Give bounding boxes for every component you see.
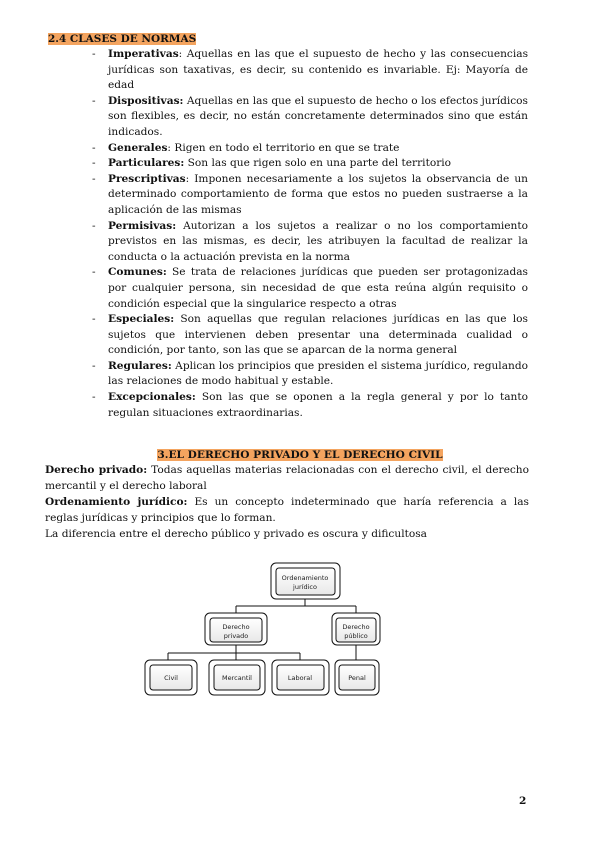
- norm-desc: : Aquellas en las que el supuesto de hecho y las consecuencias jurídicas son taxativas, es decir, su contenido es invariable. Ej: Mayoría de edad: [108, 48, 528, 92]
- node-label: Laboral: [287, 674, 313, 682]
- node-label: Mercantil: [222, 674, 252, 682]
- norm-term: Especiales:: [108, 313, 175, 326]
- norm-term: Particulares:: [108, 157, 185, 170]
- list-item: - Excepcionales: Son las que se oponen a la regla general y por lo tanto regulan situaciones extraordinarias.: [92, 391, 528, 419]
- list-item: - Regulares: Aplican los principios que presiden el sistema jurídico, regulando las relaciones de modo habitual y estable.: [92, 359, 528, 388]
- node-ordenamiento-juridico: [271, 563, 340, 599]
- paragraph-text: Todas aquellas materias relacionadas con el derecho civil, el derecho mercantil y el derecho laboral: [45, 464, 529, 492]
- list-item: - Particulares: Son las que rigen solo en una parte del territorio: [92, 157, 452, 170]
- list-item: - Comunes: Se trata de relaciones jurídicas que pueden ser protagonizadas por cualquier persona, sin necesidad de que esta reúna algún requisito o condición especial que la singularice respecto a otras: [92, 266, 528, 310]
- norm-term: Dispositivas:: [108, 94, 184, 107]
- node-label: Penal: [348, 674, 366, 682]
- norm-desc: : Rigen en todo el territorio en que se trate: [167, 141, 400, 154]
- norm-desc: Autorizan a los sujetos a realizar o no los comportamiento previstos en las mismas, es decir, les atribuyen la facultad de realizar la conducta o la actuación prevista en la norma: [108, 219, 528, 263]
- paragraph-text: Es un concepto indeterminado que haría referencia a las reglas jurídicas y principios que lo forman.: [45, 496, 529, 524]
- node-label: Civil: [164, 674, 178, 682]
- norm-term: Permisivas:: [108, 219, 177, 232]
- norm-desc: : Imponen necesariamente a los sujetos la observancia de un determinado comportamiento de forma que estos no pueden sustraerse a la aplicación de las mismas: [108, 172, 528, 216]
- node-derecho-publico: [332, 613, 380, 645]
- norm-term: Generales: [108, 141, 168, 154]
- list-item: - Permisivas: Autorizan a los sujetos a realizar o no los comportamiento previstos en las mismas, es decir, les atribuyen la facultad de realizar la conducta o la actuación prevista en la norma: [92, 219, 528, 263]
- norm-desc: Son las que rigen solo en una parte del territorio: [184, 157, 452, 170]
- norm-term: Excepcionales:: [108, 391, 196, 404]
- norm-desc: Son las que se oponen a la regla general y por lo tanto regulan situaciones extraordinarias.: [108, 391, 528, 419]
- list-item: - Dispositivas: Aquellas en las que el supuesto de hecho o los efectos jurídicos son flexibles, es decir, no están concretamente determinados sino que están indicados.: [92, 94, 528, 138]
- norm-term: Comunes:: [108, 266, 167, 279]
- node-civil: [145, 660, 197, 695]
- page-number: 2: [519, 795, 527, 807]
- norm-desc: Son aquellas que regulan relaciones jurídicas en las que los sujetos que intervienen deben presentar una determinada cualidad o condición, por tanto, son las que se aparcan de la norma general: [108, 313, 528, 357]
- norm-desc: Aplican los principios que presiden el sistema jurídico, regulando las relaciones de modo habitual y estable.: [108, 359, 528, 388]
- node-label: Ordenamiento: [281, 574, 329, 582]
- node-label: Derecho: [342, 623, 370, 631]
- paragraph-term: Derecho privado:: [45, 464, 148, 476]
- node-derecho-privado: [205, 613, 267, 645]
- paragraph-text: La diferencia entre el derecho público y privado es oscura y dificultosa: [45, 528, 427, 540]
- node-label: privado: [223, 632, 249, 640]
- section-2-4-title-text: 2.4 CLASES DE NORMAS: [48, 33, 197, 45]
- paragraph-term: Ordenamiento jurídico:: [45, 496, 188, 508]
- norm-term: Regulares:: [108, 359, 172, 372]
- node-laboral: [272, 660, 329, 695]
- section-3-title-text: 3.EL DERECHO PRIVADO Y EL DERECHO CIVIL: [157, 449, 443, 461]
- norm-term: Prescriptivas: [108, 172, 186, 185]
- node-penal: [335, 660, 379, 695]
- node-label: jurídico: [293, 583, 317, 591]
- node-label: Derecho: [222, 623, 250, 631]
- node-label: público: [344, 632, 368, 640]
- node-mercantil: [209, 660, 265, 695]
- list-item: - Generales: Rigen en todo el territorio en que se trate: [92, 141, 400, 154]
- list-item: - Imperativas: Aquellas en las que el supuesto de hecho y las consecuencias jurídicas son taxativas, es decir, su contenido es invariable. Ej: Mayoría de edad: [92, 48, 528, 92]
- list-item: - Prescriptivas: Imponen necesariamente a los sujetos la observancia de un determinado comportamiento de forma que estos no pueden sustraerse a la aplicación de las mismas: [92, 172, 528, 216]
- norm-desc: Aquellas en las que el supuesto de hecho o los efectos jurídicos son flexibles, es decir, no están concretamente determinados sino que están indicados.: [108, 94, 528, 138]
- norm-term: Imperativas: [108, 48, 179, 60]
- list-item: - Especiales: Son aquellas que regulan relaciones jurídicas en las que los sujetos que intervienen deben presentar una determinada cualidad o condición, por tanto, son las que se aparcan de la norma general: [92, 313, 528, 357]
- norm-desc: Se trata de relaciones jurídicas que pueden ser protagonizadas por cualquier persona, sin necesidad de que esta reúna algún requisito o condición especial que la singularice respecto a otras: [108, 266, 528, 310]
